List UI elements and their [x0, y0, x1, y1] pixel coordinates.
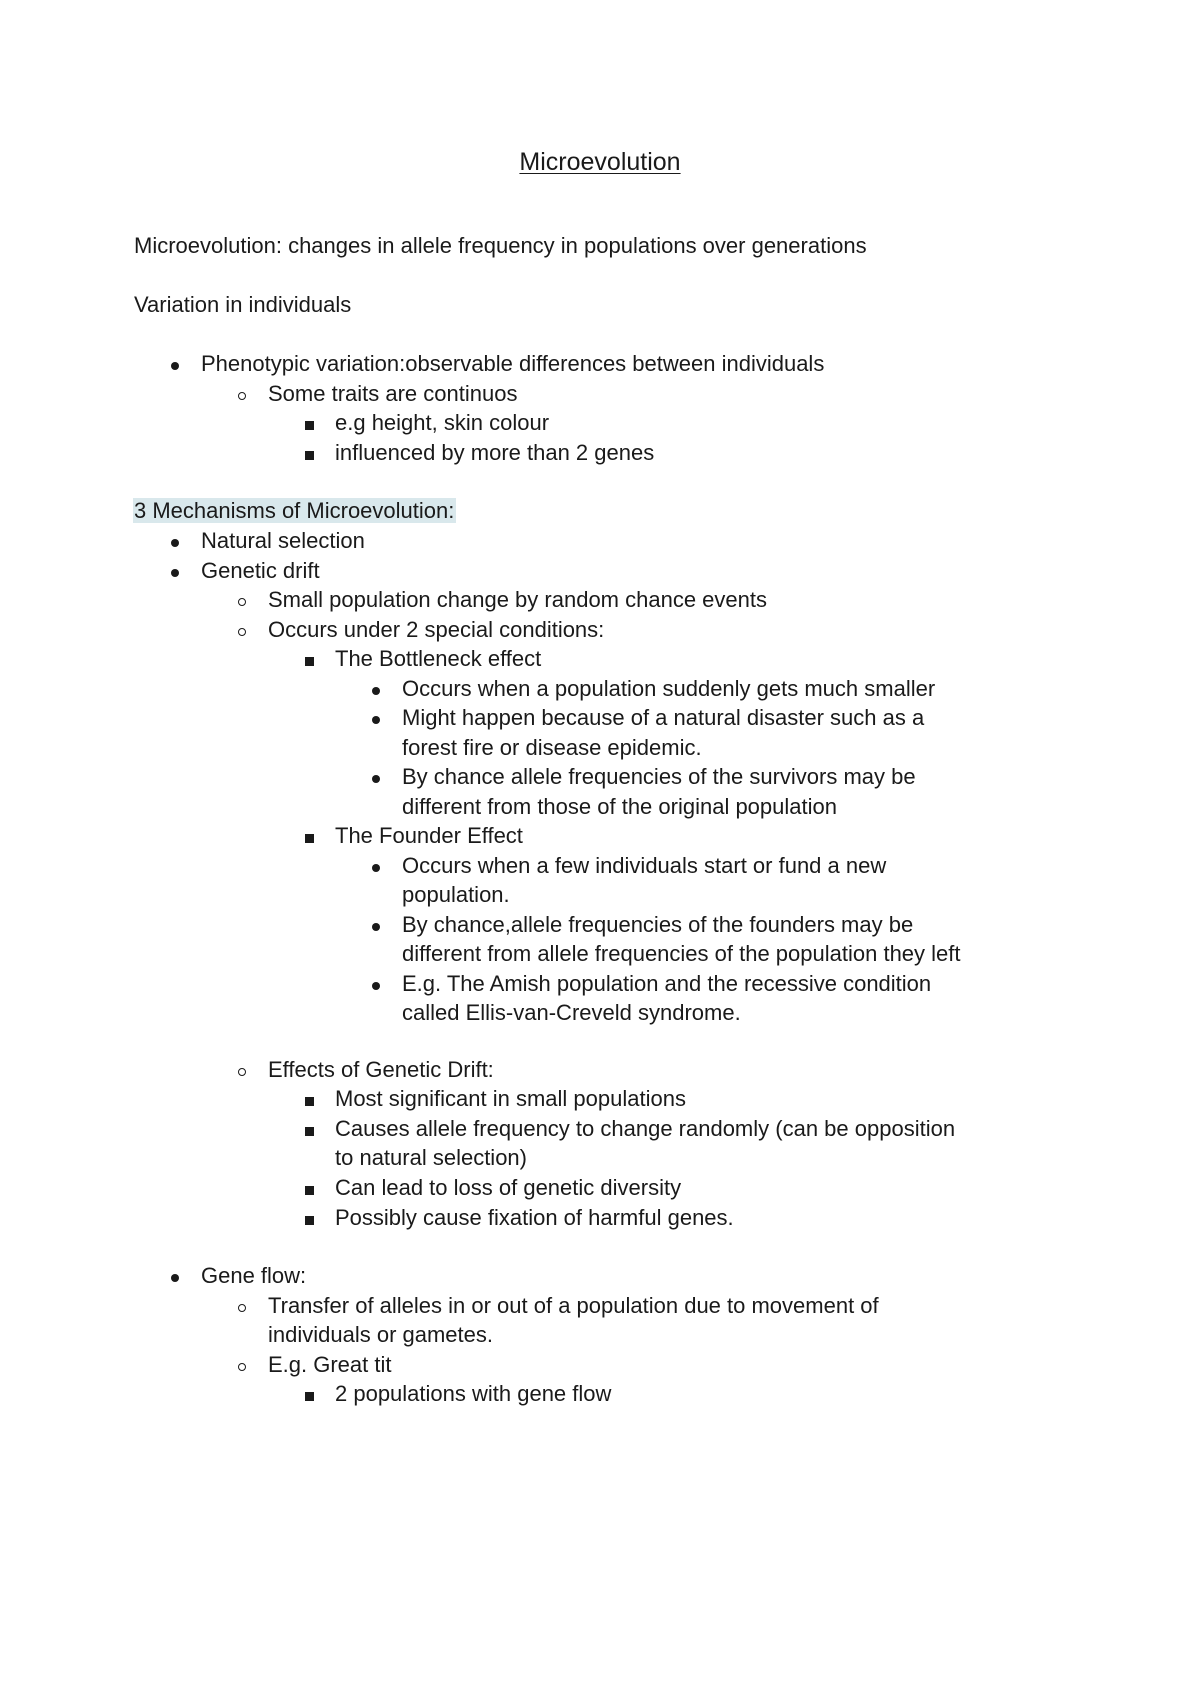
list-item: Occurs when a population suddenly gets much smaller — [402, 676, 936, 701]
circle-bullet-icon — [236, 1361, 248, 1373]
list-item: Transfer of alleles in or out of a population due to movement of — [268, 1293, 879, 1318]
list-item: Possibly cause fixation of harmful genes. — [335, 1205, 734, 1230]
square-bullet-icon — [303, 655, 315, 667]
list-item: Most significant in small populations — [335, 1086, 686, 1111]
list-item: E.g. Great tit — [268, 1352, 392, 1377]
definition-line: Microevolution: changes in allele frequency in populations over generations — [134, 233, 867, 258]
disc-bullet-icon — [169, 567, 181, 579]
square-bullet-icon — [303, 419, 315, 431]
square-bullet-icon — [303, 1184, 315, 1196]
list-item-continued: different from those of the original population — [402, 794, 837, 819]
disc-bullet-icon — [370, 714, 382, 726]
list-item: Some traits are continuos — [268, 381, 518, 406]
list-item: Gene flow: — [201, 1263, 307, 1288]
list-item-continued: population. — [402, 882, 510, 907]
circle-bullet-icon — [236, 626, 248, 638]
disc-bullet-icon — [169, 360, 181, 372]
list-item-continued: individuals or gametes. — [268, 1322, 494, 1347]
list-item: Occurs under 2 special conditions: — [268, 617, 605, 642]
disc-bullet-icon — [169, 1272, 181, 1284]
list-item-continued: called Ellis-van-Creveld syndrome. — [402, 1000, 741, 1025]
disc-bullet-icon — [370, 862, 382, 874]
circle-bullet-icon — [236, 1066, 248, 1078]
disc-bullet-icon — [370, 685, 382, 697]
list-item: The Founder Effect — [335, 823, 523, 848]
list-item: Small population change by random chance events — [268, 587, 767, 612]
list-item: Genetic drift — [201, 558, 320, 583]
list-item: The Bottleneck effect — [335, 646, 542, 671]
list-item: 2 populations with gene flow — [335, 1381, 612, 1406]
square-bullet-icon — [303, 449, 315, 461]
list-item-continued: different from allele frequencies of the population they left — [402, 941, 961, 966]
list-item: Causes allele frequency to change randomly (can be opposition — [335, 1116, 956, 1141]
square-bullet-icon — [303, 1125, 315, 1137]
list-item: E.g. The Amish population and the recessive condition — [402, 971, 932, 996]
square-bullet-icon — [303, 1214, 315, 1226]
variation-heading: Variation in individuals — [134, 292, 352, 317]
list-item: Might happen because of a natural disaster such as a — [402, 705, 925, 730]
list-item-continued: forest fire or disease epidemic. — [402, 735, 702, 760]
disc-bullet-icon — [370, 773, 382, 785]
disc-bullet-icon — [370, 980, 382, 992]
list-item: Natural selection — [201, 528, 365, 553]
list-item: Can lead to loss of genetic diversity — [335, 1175, 682, 1200]
circle-bullet-icon — [236, 390, 248, 402]
list-item-continued: to natural selection) — [335, 1145, 527, 1170]
square-bullet-icon — [303, 832, 315, 844]
list-item: influenced by more than 2 genes — [335, 440, 655, 465]
page-title: Microevolution — [519, 148, 681, 176]
square-bullet-icon — [303, 1390, 315, 1402]
square-bullet-icon — [303, 1095, 315, 1107]
list-item: e.g height, skin colour — [335, 410, 550, 435]
disc-bullet-icon — [169, 537, 181, 549]
mechanisms-heading: 3 Mechanisms of Microevolution: — [134, 498, 455, 523]
list-item: Occurs when a few individuals start or fund a new — [402, 853, 887, 878]
list-item: Phenotypic variation:observable differences between individuals — [201, 351, 825, 376]
circle-bullet-icon — [236, 1302, 248, 1314]
list-item: By chance,allele frequencies of the founders may be — [402, 912, 914, 937]
list-item: By chance allele frequencies of the survivors may be — [402, 764, 916, 789]
disc-bullet-icon — [370, 921, 382, 933]
circle-bullet-icon — [236, 596, 248, 608]
list-item: Effects of Genetic Drift: — [268, 1057, 494, 1082]
